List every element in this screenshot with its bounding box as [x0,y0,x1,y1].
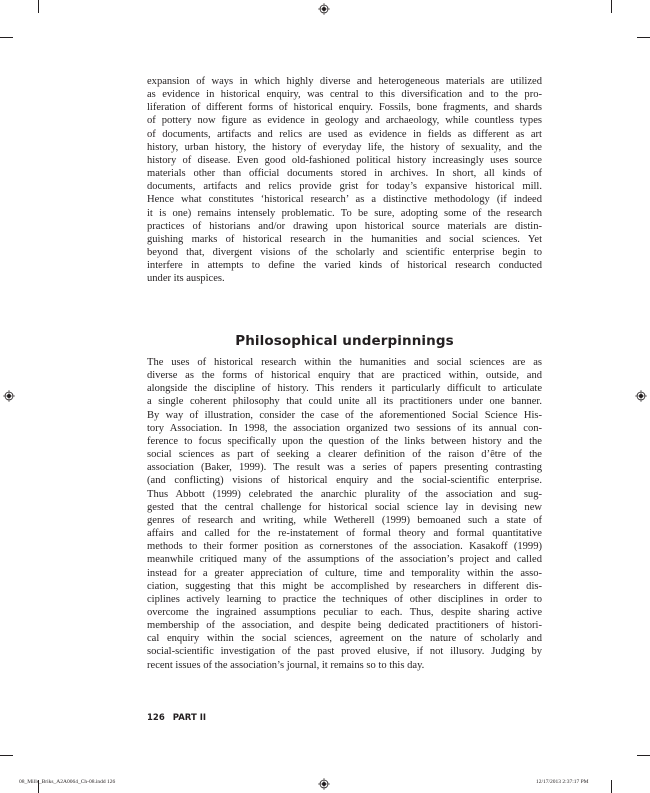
text-line: materials other than official documents stored in archives. In short, all kinds of [147,168,542,180]
text-line: ference to focus specifically upon the question of the links between history and the [147,435,542,447]
text-line: history, urban history, the history of everyday life, the history of sexuality, and the [147,141,542,153]
text-line: history of disease. Even good old-fashioned political history increasingly uses source [147,154,542,166]
text-line: The uses of historical research within the humanities and social sciences are as [147,357,542,368]
page-footer [147,713,214,723]
text-line: affairs and called for the re-instatement of formal theory and formal quantitative [147,528,542,540]
text-line: documents, artifacts and relics provide grist for today’s expansive historical mill. [147,181,542,193]
text-line: under its auspices. [147,273,225,285]
page-number: 126 [147,713,165,723]
text-line: methods to their former position as cornerstones of the association. Kasakoff (1999) [147,541,542,553]
registration-mark-icon [635,390,647,402]
text-line: practices of historians and/or drawing upon historical source materials are distin- [147,220,542,232]
text-line: as evidence in historical enquiry, was central to this diversification and to the pro- [147,89,542,101]
text-line: social sciences as part of seeking a clearer definition of the raison d’être of the [147,449,542,461]
registration-mark-icon [318,778,330,790]
text-line: gested that the central challenge for historical social science lay in devising new [147,501,542,513]
text-line: Hence what constitutes ‘historical research’ as a distinctive methodology (if indeed [147,194,542,206]
registration-mark-icon [3,390,15,402]
text-line: recent issues of the association’s journal, it remains so to this day. [147,659,425,671]
part-label: PART II [172,713,207,723]
crop-mark-right-bottom [637,755,650,756]
text-line: it is one) remains intensely problematic. To be sure, adopting some of the research [147,207,542,219]
crop-mark-top-right [611,0,612,13]
text-line: ciplines actively learning to practice the techniques of other disciplines in order to [147,593,542,605]
crop-mark-bottom-right [611,780,612,793]
text-line: interfere in attempts to define the varied kinds of historical research conducted [147,260,542,272]
section-heading: Philosophical underpinnings [235,333,454,349]
text-line: genres of research and writing, while Wetherell (1999) bemoaned such a state of [147,514,542,526]
text-line: tory Association. In 1998, the association organized two sessions of its annual con- [147,422,542,434]
text-line: (and conflicting) visions of historical enquiry and the social-scientific enterprise. [147,475,542,487]
text-line: of documents, artifacts and relics are used as evidence in fields as different as art [147,128,542,140]
text-line: social-scientific investigation of the past proved elusive, if not illusory. Judging by [147,646,542,658]
crop-mark-top-left [38,0,39,13]
text-line: guishing marks of historical research in the humanities and social sciences. Yet [147,233,542,245]
text-line: association (Baker, 1999). The result was a series of papers presenting contrasting [147,462,542,474]
text-line: liferation of different forms of historical enquiry. Fossils, bone fragments, and shards [147,102,542,114]
slug-file-name: 08_Mills_Briks_A2A0064_Ch-08.indd 126 [19,779,116,785]
text-line: alongside the discipline of history. This renders it particularly difficult to articulate [147,383,542,395]
intro-paragraph [147,75,542,286]
text-line: meanwhile critiqued many of the assumptions of the association’s project and called [147,554,542,566]
text-line: instead for a greater appreciation of culture, time and temporality within the asso- [147,567,542,579]
slug-timestamp: 12/17/2013 2:37:17 PM [536,779,589,785]
text-line: By way of illustration, consider the case of the aforementioned Social Science His- [147,409,542,421]
body-paragraph [147,356,542,672]
crop-mark-right-top [637,37,650,38]
crop-mark-left-bottom [0,755,13,756]
crop-mark-left-top [0,37,13,38]
text-line: of pottery now figure as evidence in geology and archaeology, while countless types [147,115,542,127]
text-line: Thus Abbott (1999) celebrated the anarchic plurality of the association and sug- [147,488,542,500]
registration-mark-icon [318,3,330,15]
text-line: membership of the association, and despite being dedicated practitioners of histori- [147,620,542,632]
text-line: diverse as the forms of historical enquiry that are practiced within, outside, and [147,370,542,382]
text-line: beyond that, divergent visions of the scholarly and scientific enterprise begin to [147,247,542,259]
text-line: cal enquiry within the social sciences, agreement on the nature of scholarly and [147,633,542,645]
text-line: a single coherent philosophy that could unite all its practitioners under one banner. [147,396,542,408]
text-line: ciation, suggesting that this might be accomplished by researchers in different dis- [147,580,542,592]
text-line: expansion of ways in which highly diverse and heterogeneous materials are utilized [147,76,542,87]
text-line: overcome the ingrained assumptions peculiar to each. Thus, despite sharing active [147,606,542,618]
